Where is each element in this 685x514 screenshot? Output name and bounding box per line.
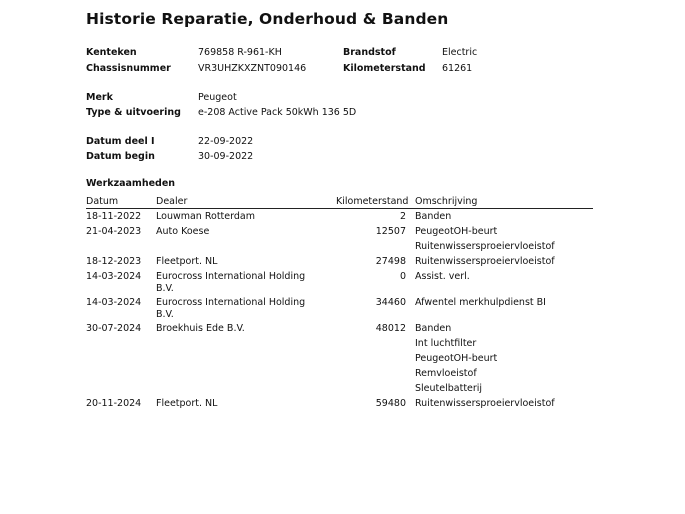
row-datum: 20-11-2024 <box>86 398 142 409</box>
header-kilometerstand: Kilometerstand <box>336 196 409 207</box>
page-title: Historie Reparatie, Onderhoud & Banden <box>86 10 449 28</box>
chassis-value: VR3UHZKXZNT090146 <box>198 63 307 74</box>
row-omschrijving: Afwentel merkhulpdienst BI <box>415 297 546 308</box>
merk-label: Merk <box>86 92 113 103</box>
row-omschrijving: PeugeotOH-beurt <box>415 353 498 364</box>
table-header <box>86 196 593 208</box>
row-datum: 14-03-2024 <box>86 271 142 282</box>
datum-begin-value: 30-09-2022 <box>198 151 254 162</box>
row-omschrijving: Int luchtfilter <box>415 338 477 349</box>
merk-value: Peugeot <box>198 92 237 103</box>
kenteken-label: Kenteken <box>86 47 137 58</box>
kilometerstand-value: 61261 <box>442 63 473 74</box>
row-dealer: Louwman Rotterdam <box>156 211 255 222</box>
row-dealer: Auto Koese <box>156 226 210 237</box>
datum-deel-label: Datum deel I <box>86 136 155 147</box>
header-datum: Datum <box>86 196 119 207</box>
row-kilometerstand: 59480 <box>375 398 406 409</box>
row-dealer: Fleetport. NL <box>156 398 218 409</box>
row-dealer: Broekhuis Ede B.V. <box>156 323 245 334</box>
kilometerstand-label: Kilometerstand <box>343 63 426 74</box>
chassis-label: Chassisnummer <box>86 63 171 74</box>
row-kilometerstand: 48012 <box>375 323 406 334</box>
row-omschrijving: Ruitenwissersproeiervloeistof <box>415 256 555 267</box>
datum-begin-label: Datum begin <box>86 151 155 162</box>
row-kilometerstand: 0 <box>399 271 406 282</box>
row-omschrijving: Banden <box>415 323 452 334</box>
type-value: e-208 Active Pack 50kWh 136 5D <box>198 107 357 118</box>
row-dealer: Eurocross International Holding B.V. <box>156 271 306 294</box>
row-omschrijving: PeugeotOH-beurt <box>415 226 498 237</box>
row-omschrijving: Ruitenwissersproeiervloeistof <box>415 398 555 409</box>
row-datum: 18-11-2022 <box>86 211 142 222</box>
row-datum: 30-07-2024 <box>86 323 142 334</box>
row-dealer: Fleetport. NL <box>156 256 218 267</box>
type-label: Type & uitvoering <box>86 107 181 118</box>
row-kilometerstand: 27498 <box>375 256 406 267</box>
row-kilometerstand: 2 <box>399 211 406 222</box>
row-omschrijving: Ruitenwissersproeiervloeistof <box>415 241 555 252</box>
header-dealer: Dealer <box>156 196 188 207</box>
werkzaamheden-title: Werkzaamheden <box>86 178 176 189</box>
row-omschrijving: Assist. verl. <box>415 271 470 282</box>
row-datum: 14-03-2024 <box>86 297 142 308</box>
row-datum: 18-12-2023 <box>86 256 142 267</box>
row-kilometerstand: 34460 <box>375 297 406 308</box>
brandstof-label: Brandstof <box>343 47 396 58</box>
header-omschrijving: Omschrijving <box>415 196 478 207</box>
kenteken-value: 769858 R-961-KH <box>198 47 282 58</box>
brandstof-value: Electric <box>442 47 478 58</box>
row-datum: 21-04-2023 <box>86 226 142 237</box>
row-omschrijving: Banden <box>415 211 452 222</box>
datum-deel-value: 22-09-2022 <box>198 136 254 147</box>
row-omschrijving: Sleutelbatterij <box>415 383 483 394</box>
header-divider <box>86 208 593 209</box>
row-kilometerstand: 12507 <box>375 226 406 237</box>
row-dealer: Eurocross International Holding B.V. <box>156 297 306 320</box>
row-omschrijving: Remvloeistof <box>415 368 477 379</box>
